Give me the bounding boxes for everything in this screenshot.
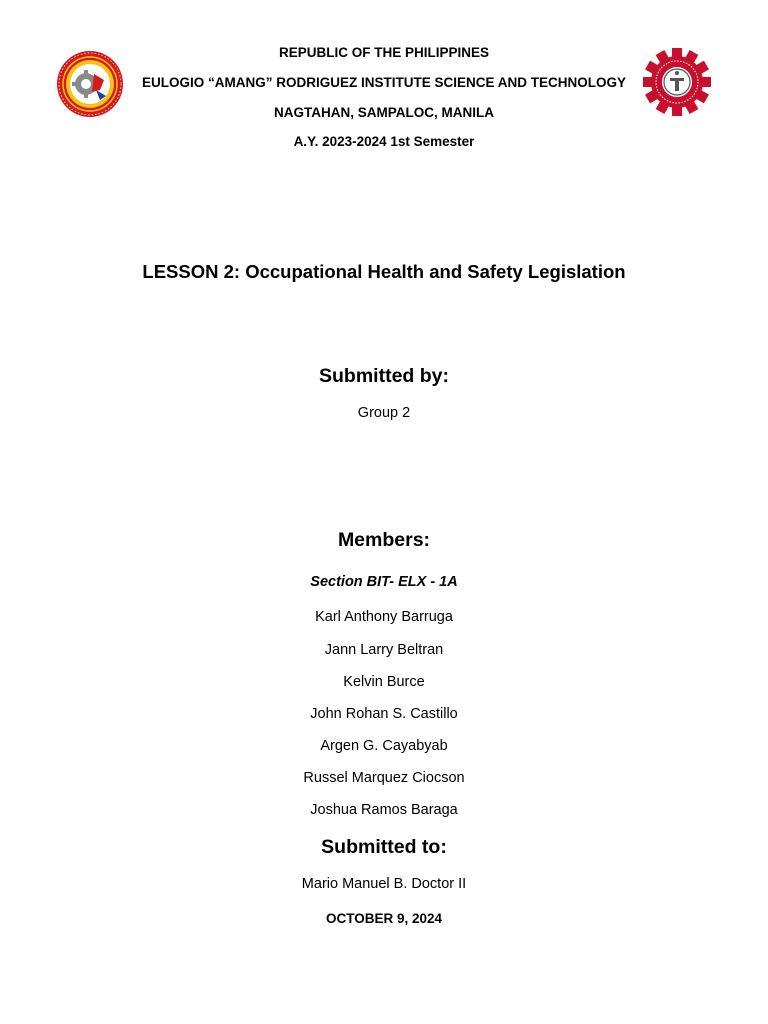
address-heading: NAGTAHAN, SAMPALOC, MANILA: [274, 105, 494, 120]
academic-year-heading: A.Y. 2023-2024 1st Semester: [293, 134, 475, 149]
section-label: Section BIT- ELX - 1A: [310, 574, 458, 590]
member-name: Karl Anthony Barruga: [315, 609, 453, 625]
member-name: Kelvin Burce: [343, 674, 425, 690]
member-name: Jann Larry Beltran: [324, 642, 444, 658]
member-name: Argen G. Cayabyab: [320, 738, 448, 754]
members-heading: Members:: [337, 529, 431, 551]
group-name: Group 2: [357, 405, 411, 421]
lesson-title: LESSON 2: Occupational Health and Safety Legislation: [142, 261, 626, 282]
member-name: Joshua Ramos Baraga: [310, 802, 458, 818]
submission-date: OCTOBER 9, 2024: [325, 911, 443, 926]
republic-heading: REPUBLIC OF THE PHILIPPINES: [278, 45, 490, 60]
submitted-to-heading: Submitted to:: [321, 836, 447, 858]
member-name: Russel Marquez Ciocson: [303, 770, 465, 786]
institute-heading: EULOGIO “AMANG” RODRIGUEZ INSTITUTE SCIENCE AND TECHNOLOGY: [141, 75, 626, 90]
submitted-by-heading: Submitted by:: [319, 365, 449, 387]
member-name: John Rohan S. Castillo: [310, 706, 458, 722]
instructor-name: Mario Manuel B. Doctor II: [301, 876, 467, 892]
